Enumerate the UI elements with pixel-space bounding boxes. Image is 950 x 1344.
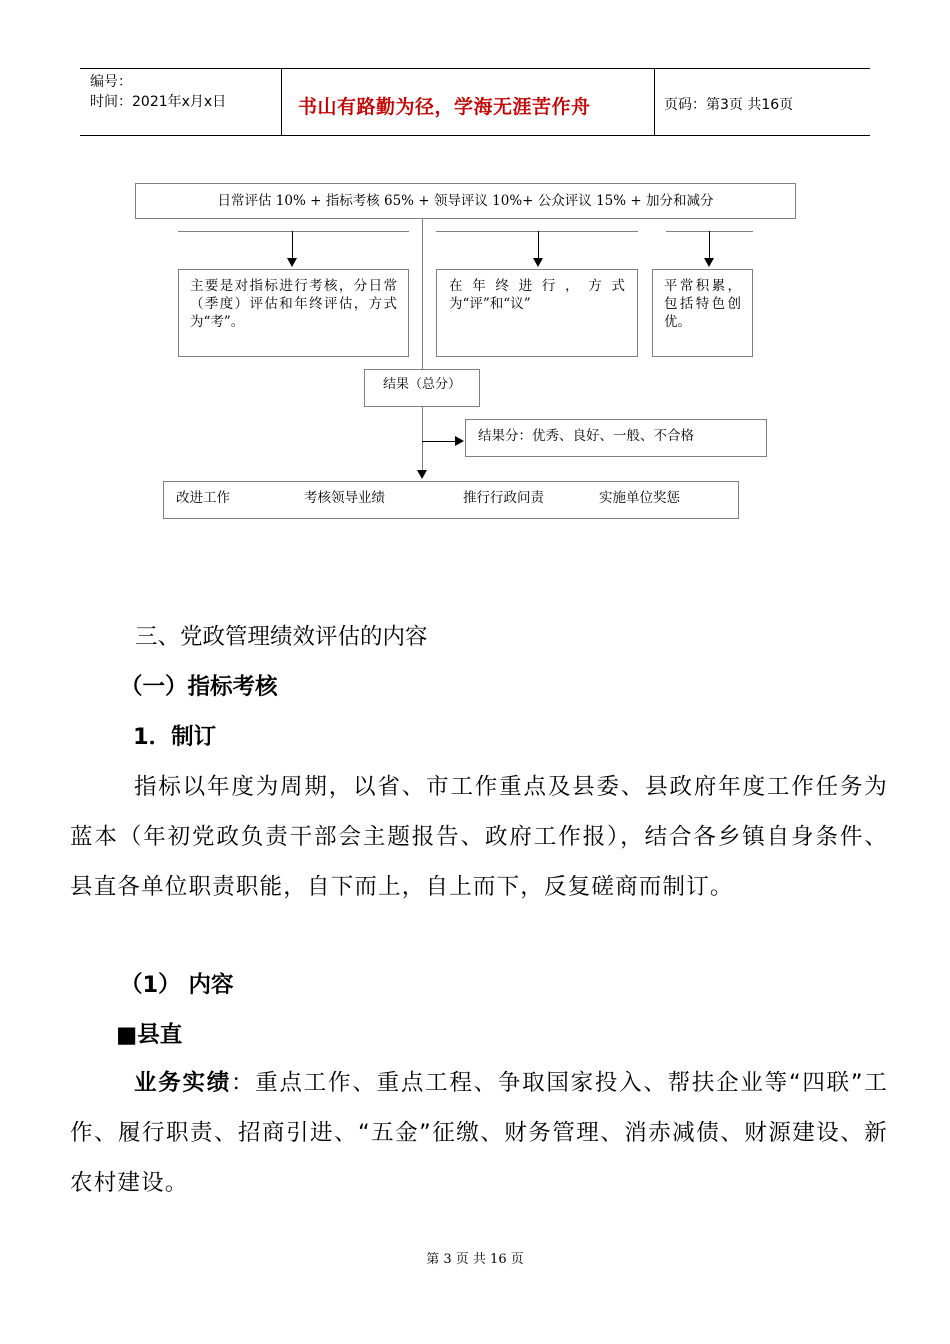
action-rewards: 实施单位奖惩 xyxy=(599,490,680,506)
connector-line xyxy=(292,231,293,259)
header-divider-left xyxy=(281,68,282,136)
header-page-info: 页码：第3页 共16页 xyxy=(664,97,794,113)
actions-row xyxy=(163,481,739,519)
county-title: ■县直 xyxy=(116,1022,183,1048)
connector-line xyxy=(538,231,539,259)
header-top-rule xyxy=(80,68,870,69)
bonus-description-box: 平常积累，包括特色创优。 xyxy=(652,269,753,357)
page-footer: 第 3 页 共 16 页 xyxy=(426,1252,524,1267)
connector-line xyxy=(436,231,638,232)
paragraph-performance xyxy=(70,1058,888,1208)
trunk-line xyxy=(422,219,423,369)
connector-line xyxy=(709,231,710,259)
connector-line xyxy=(422,441,456,442)
header-divider-right xyxy=(654,68,655,136)
arrow-down-icon xyxy=(287,258,297,267)
header-meta xyxy=(90,72,226,112)
performance-text: ：重点工作、重点工程、争取国家投入、帮扶企业等“四联”工作、履行职责、招商引进、“五金”征缴、财务管理、消赤减债、财源建设、新农村建设。 xyxy=(70,1070,888,1196)
arrow-down-icon xyxy=(533,258,543,267)
paragraph-formulation: 指标以年度为周期，以省、市工作重点及县委、县政府年度工作任务为蓝本（年初党政负责干部会主题报告、政府工作报），结合各乡镇自身条件、县直各单位职责职能，自下而上，自上而下，反复磋商而制订。 xyxy=(70,774,888,900)
item-title: 1．制订 xyxy=(133,724,217,750)
formula-box: 日常评估 10% + 指标考核 65% + 领导评议 10%+ 公众评议 15% + 加分和减分 xyxy=(135,183,796,219)
performance-lead: 业务实绩 xyxy=(134,1070,232,1096)
connector-line xyxy=(178,231,409,232)
header-motto: 书山有路勤为径，学海无涯苦作舟 xyxy=(298,96,591,118)
section-title: 三、党政管理绩效评估的内容 xyxy=(135,624,428,650)
result-box: 结果（总分） xyxy=(364,369,480,407)
action-accountability: 推行行政问责 xyxy=(463,490,544,506)
action-assess-leaders: 考核领导业绩 xyxy=(304,490,385,506)
grade-box: 结果分：优秀、良好、一般、不合格 xyxy=(465,419,767,457)
serial-label: 编号： xyxy=(90,74,132,90)
review-description-box: 在年终进行，方式为“评”和“议” xyxy=(436,269,638,357)
trunk-line xyxy=(422,407,423,471)
action-improve: 改进工作 xyxy=(176,490,230,506)
content-title: （1） 内容 xyxy=(120,972,234,998)
assess-description-box: 主要是对指标进行考核，分日常（季度）评估和年终评估，方式为“考”。 xyxy=(178,269,409,357)
arrow-right-icon xyxy=(455,436,464,446)
header-bottom-rule xyxy=(80,135,870,136)
date-label: 时间：2021年x月x日 xyxy=(90,94,227,110)
arrow-down-icon xyxy=(417,470,427,479)
arrow-down-icon xyxy=(704,258,714,267)
subsection-title: （一）指标考核 xyxy=(120,674,278,700)
